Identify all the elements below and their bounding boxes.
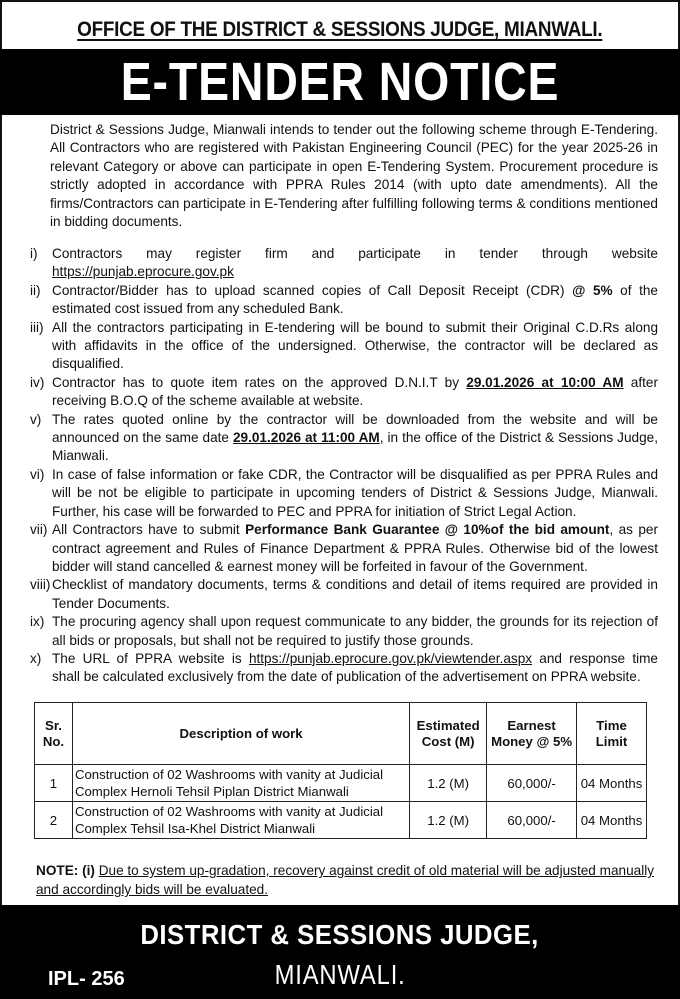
cell-cost: 1.2 (M) xyxy=(410,765,487,802)
note xyxy=(36,861,656,899)
condition-text xyxy=(52,521,658,576)
note-label: NOTE: (i) xyxy=(36,863,95,878)
condition-text xyxy=(52,411,658,466)
condition-item xyxy=(30,411,658,466)
condition-item xyxy=(30,613,658,650)
eprocure-link[interactable]: https://punjab.eprocure.gov.pk xyxy=(52,264,234,280)
office-title-text: OFFICE OF THE DISTRICT & SESSIONS JUDGE, MIANWALI. xyxy=(77,18,603,41)
cell-earnest: 60,000/- xyxy=(487,802,577,839)
table-header-row xyxy=(35,703,647,765)
condition-number: i) xyxy=(30,246,38,261)
performance-guarantee: Performance Bank Guarantee @ 10%of the bid amount xyxy=(245,522,610,538)
cell-time: 04 Months xyxy=(577,802,647,839)
signature-footer xyxy=(0,905,680,999)
intro-text: District & Sessions Judge, Mianwali intends to tender out the following scheme through E-Tendering. All Contractors who are registered with Pakistan Engineering Council (PEC) for the year 2025-26 in relevant Category or above can participate in open E-Tendering System. Procurement procedure is strictly adopted in accordance with PPRA Rules 2014 (with upto date amendments). All the firms/Contractors can participate in E-Tendering after fulfilling following terms & conditions mentioned in bidding documents. xyxy=(50,122,658,230)
condition-number: ii) xyxy=(30,282,41,298)
header-sr-no: Sr. No. xyxy=(35,703,73,765)
table-row xyxy=(35,765,647,802)
condition-text-part: , in the office of the District & Sessions Judge, Mianwali. xyxy=(52,430,658,464)
condition-text: In case of false information or fake CDR, the Contractor will be disqualified as per PPRA Rules and will be not be eligible to participate in upcoming tenders of District & Sessions Judge, Mianwali. Further, his case will be forwarded to PEC and PPRA for initiation of Strict Legal Action. xyxy=(52,466,658,519)
condition-text: The procuring agency shall upon request communicate to any bidder, the grounds for its rejection of all bids or proposals, but shall not be required to justify those grounds. xyxy=(52,614,658,648)
condition-text: All the contractors participating in E-tendering will be bound to submit their Original C.D.Rs along with affidavits in the office of the undersigned. Otherwise, the contractor will be declared as disqualified. xyxy=(52,319,658,372)
header-description: Description of work xyxy=(72,703,409,765)
cell-sr: 1 xyxy=(35,765,73,802)
announcement-time: 29.01.2026 at 11:00 AM xyxy=(232,430,380,446)
note-text: Due to system up-gradation, recovery against credit of old material will be adjusted manually and accordingly bids will be evaluated. xyxy=(36,863,655,897)
condition-number: iv) xyxy=(30,374,45,390)
condition-text-part: Contractor has to quote item rates on the approved D.N.I.T by xyxy=(52,374,467,390)
condition-item xyxy=(30,374,658,411)
header-estimated-cost: Estimated Cost (M) xyxy=(410,703,487,765)
condition-text: Checklist of mandatory documents, terms & conditions and detail of items required are provided in Tender Documents. xyxy=(52,577,658,611)
condition-text xyxy=(52,282,658,319)
condition-text xyxy=(52,245,658,282)
signatory-title-text: DISTRICT & SESSIONS JUDGE, xyxy=(140,919,540,950)
condition-number: vi) xyxy=(30,466,45,482)
ppra-viewtender-link[interactable]: https://punjab.eprocure.gov.pk/viewtender.aspx xyxy=(248,650,533,666)
condition-text-part: The rates quoted online by the contractor will be downloaded from the website and will be announced on the same date xyxy=(52,411,658,446)
cell-cost: 1.2 (M) xyxy=(410,802,487,839)
intro-paragraph xyxy=(50,121,658,231)
condition-item xyxy=(30,319,658,374)
table-row xyxy=(35,802,647,839)
works-table xyxy=(34,702,647,839)
header-earnest-money: Earnest Money @ 5% xyxy=(487,703,577,765)
condition-item xyxy=(30,576,658,613)
condition-item xyxy=(30,650,658,687)
cell-sr: 2 xyxy=(35,802,73,839)
condition-text-part: after receiving B.O.Q of the scheme available at website. xyxy=(52,374,658,409)
office-title xyxy=(0,18,680,42)
condition-item xyxy=(30,466,658,521)
condition-number: viii) xyxy=(30,577,51,593)
condition-number: ix) xyxy=(30,614,45,630)
condition-text xyxy=(52,650,658,687)
condition-item xyxy=(30,282,658,319)
header-time-limit: Time Limit xyxy=(577,703,647,765)
cell-earnest: 60,000/- xyxy=(487,765,577,802)
condition-number: iii) xyxy=(30,319,44,335)
condition-number: v) xyxy=(30,411,42,427)
cdr-percentage: @ 5% xyxy=(572,282,613,298)
notice-banner xyxy=(0,49,680,115)
banner-title: E-TENDER NOTICE xyxy=(120,52,560,112)
condition-item xyxy=(30,521,658,576)
condition-text-part: , as per contract agreement and Rules of Finance Department & PPRA Rules. Otherwise bid of the lowest bidder will stand cancelled & earnest money will be forfeited in favour of the Government. xyxy=(52,522,658,574)
condition-text-part: of the estimated cost issued from any scheduled Bank. xyxy=(52,282,658,317)
ipl-reference: IPL- 256 xyxy=(48,968,125,990)
condition-number: vii) xyxy=(30,522,48,538)
condition-text-part: All Contractors have to submit xyxy=(52,522,246,538)
cell-time: 04 Months xyxy=(577,765,647,802)
condition-number: x) xyxy=(30,650,42,666)
quote-deadline: 29.01.2026 at 10:00 AM xyxy=(466,374,624,390)
signatory-title xyxy=(0,919,680,951)
condition-item xyxy=(30,245,658,282)
condition-text-part: Contractor/Bidder has to upload scanned copies of Call Deposit Receipt (CDR) xyxy=(52,282,573,298)
condition-text-part: Contractors may register firm and participate in tender through website xyxy=(52,246,658,261)
cell-description: Construction of 02 Washrooms with vanity at Judicial Complex Hernoli Tehsil Piplan District Mianwali xyxy=(72,765,409,802)
conditions-list xyxy=(30,245,658,687)
condition-text-part: The URL of PPRA website is xyxy=(52,650,249,666)
signatory-location-text: MIANWALI. xyxy=(274,959,406,990)
condition-text xyxy=(52,374,658,411)
condition-text-part: and response time shall be calculated exclusively from the date of publication of the advertisement on PPRA website. xyxy=(52,650,658,685)
cell-description: Construction of 02 Washrooms with vanity at Judicial Complex Tehsil Isa-Khel District Mianwali xyxy=(72,802,409,839)
